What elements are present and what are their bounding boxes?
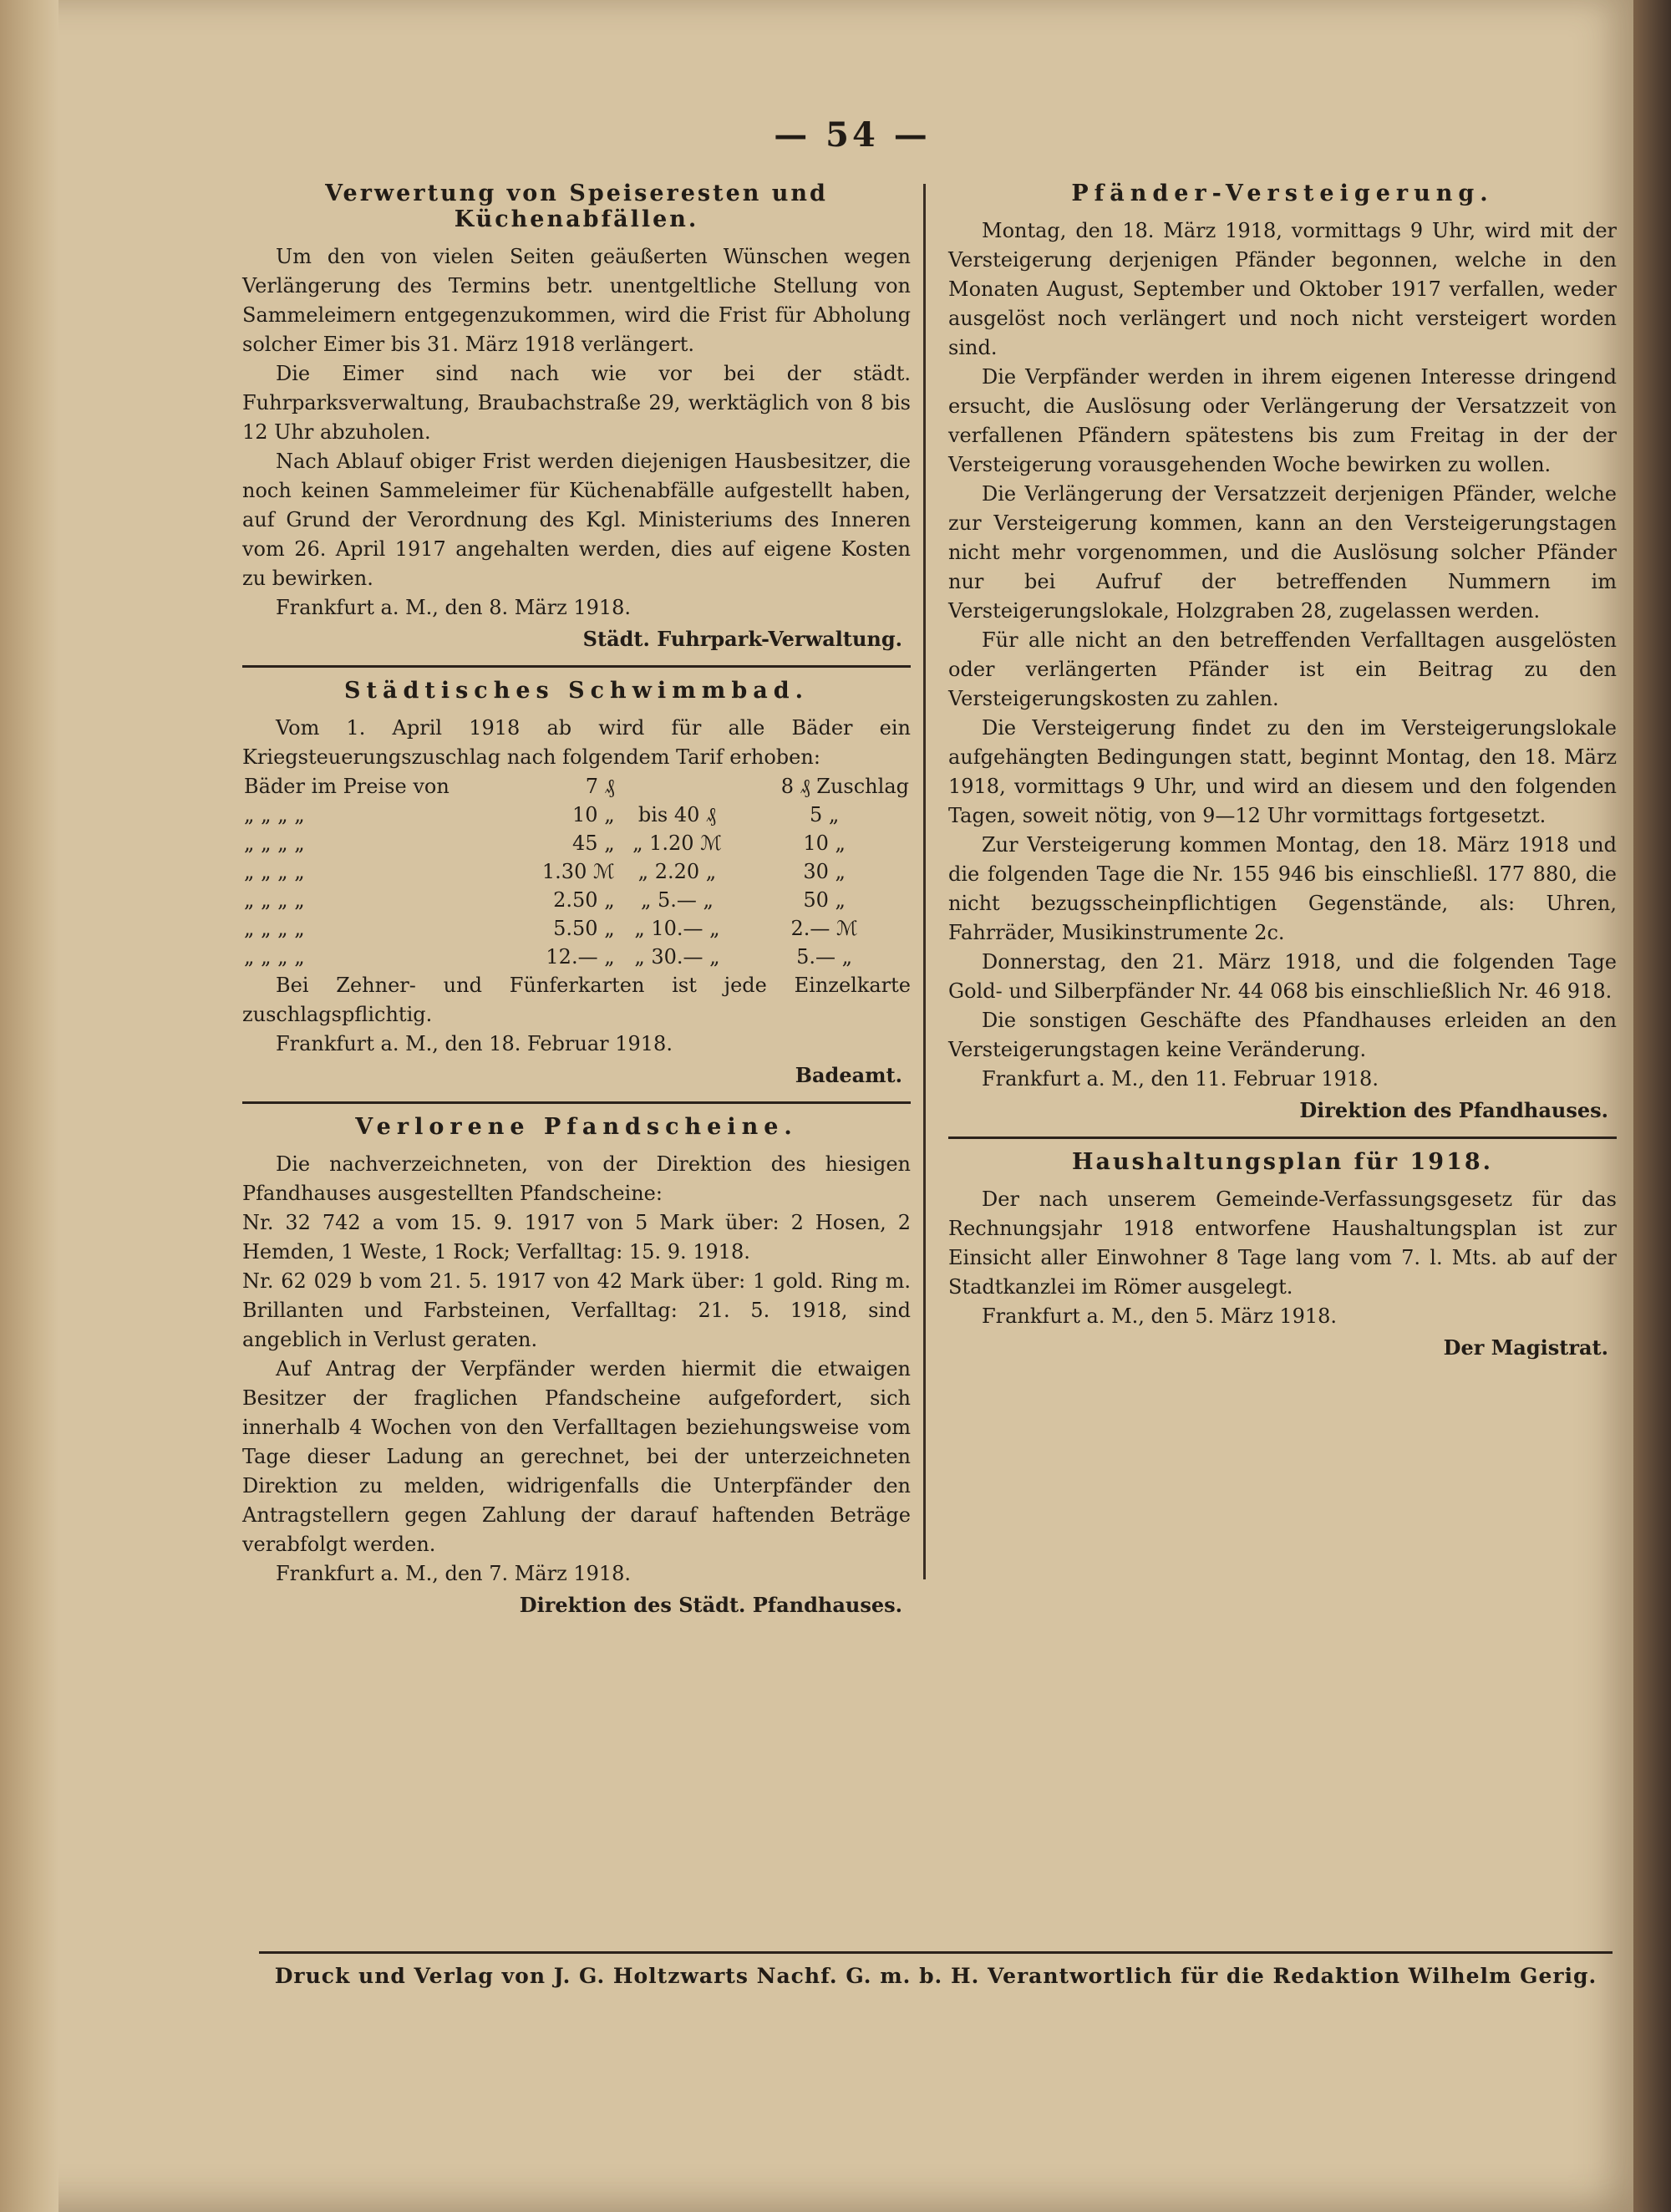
table-cell: 50 „ bbox=[803, 888, 846, 912]
notice-signature: Städt. Fuhrpark-Verwaltung. bbox=[582, 627, 902, 651]
table-cell: 45 „ bbox=[572, 831, 615, 855]
table-row bbox=[242, 857, 911, 886]
table-cell: 5.50 „ bbox=[553, 917, 615, 940]
table-cell: „ 2.20 „ bbox=[637, 860, 717, 883]
table-cell: 10 „ bbox=[803, 831, 846, 855]
paragraph: Die sonstigen Geschäfte des Pfandhauses erleiden an den Versteigerungstagen keine Veränderung. bbox=[948, 1009, 1617, 1061]
table-row bbox=[242, 886, 911, 914]
table-cell: „ „ „ „ bbox=[244, 860, 305, 883]
notice-date: Frankfurt a. M., den 18. Februar 1918. bbox=[276, 1032, 673, 1055]
table-row bbox=[242, 801, 911, 829]
paragraph: Der nach unserem Gemeinde-Verfassungsgesetz für das Rechnungsjahr 1918 entworfene Haushaltungsplan ist zur Einsicht aller Einwohner 8 Tage lang vom 7. l. Mts. ab auf der Stadtkanzlei im Römer ausgelegt. bbox=[948, 1187, 1617, 1299]
table-cell: 7 ₰ bbox=[585, 775, 615, 798]
notice-schwimmbad bbox=[242, 678, 911, 1090]
notice-title: Pfänder-Versteigerung. bbox=[1071, 181, 1494, 206]
table-cell: Bäder im Preise von bbox=[244, 775, 449, 798]
column-divider bbox=[923, 184, 926, 1579]
section-rule bbox=[242, 1101, 911, 1104]
table-cell: 8 ₰ Zuschlag bbox=[780, 775, 909, 798]
notice-date: Frankfurt a. M., den 7. März 1918. bbox=[276, 1562, 632, 1585]
tariff-table bbox=[242, 772, 911, 971]
paragraph: Für alle nicht an den betreffenden Verfalltagen ausgelösten oder verlängerten Pfänder ist ein Beitrag zu den Versteigerungskosten zu zahlen. bbox=[948, 628, 1617, 710]
table-cell: „ „ „ „ bbox=[244, 945, 305, 969]
paragraph: Auf Antrag der Verpfänder werden hiermit die etwaigen Besitzer der fraglichen Pfandscheine aufgefordert, sich innerhalb 4 Wochen von den Verfalltagen beziehungsweise vom Tage dieser Ladung an gerechnet, bei der unterzeichneten Direktion zu melden, widrigenfalls die Unterpfänder den Antragstellern gegen Zahlung der darauf haftenden Beträge verabfolgt werden. bbox=[242, 1357, 911, 1556]
left-column bbox=[242, 175, 911, 1630]
notice-signature: Direktion des Pfandhauses. bbox=[1299, 1098, 1608, 1122]
paragraph: Bei Zehner- und Fünferkarten ist jede Einzelkarte zuschlagspflichtig. bbox=[242, 974, 911, 1026]
notice-versteigerung bbox=[948, 181, 1617, 1125]
table-cell: „ „ „ „ bbox=[244, 831, 305, 855]
paragraph: Die Verlängerung der Versatzzeit derjenigen Pfänder, welche zur Versteigerung kommen, kann an den Versteigerungstagen nicht mehr vorgenommen, und die Auslösung solcher Pfänder nur bei Aufruf der betreffenden Nummern im Versteigerungslokale, Holzgraben 28, zugelassen werden. bbox=[948, 482, 1617, 623]
table-cell: „ „ „ „ bbox=[244, 888, 305, 912]
paragraph: Die Eimer sind nach wie vor bei der städt. Fuhrparksverwaltung, Braubachstraße 29, werktäglich von 8 bis 12 Uhr abzuholen. bbox=[242, 362, 911, 444]
paragraph: Montag, den 18. März 1918, vormittags 9 Uhr, wird mit der Versteigerung derjenigen Pfänder begonnen, welche in den Monaten August, September und Oktober 1917 verfallen, weder ausgelöst noch verlängert und noch nicht versteigert worden sind. bbox=[948, 219, 1617, 359]
table-cell: 5 „ bbox=[809, 803, 840, 826]
table-cell bbox=[617, 772, 739, 801]
table-row bbox=[242, 829, 911, 857]
table-cell: 2.— ℳ bbox=[790, 917, 858, 940]
notice-date: Frankfurt a. M., den 8. März 1918. bbox=[276, 596, 632, 619]
book-cover-edge bbox=[1633, 0, 1671, 2212]
section-rule bbox=[948, 1137, 1617, 1139]
notice-date: Frankfurt a. M., den 11. Februar 1918. bbox=[982, 1067, 1379, 1091]
table-cell: „ 10.— „ bbox=[634, 917, 720, 940]
notice-signature: Direktion des Städt. Pfandhauses. bbox=[519, 1593, 902, 1617]
table-cell: bis 40 ₰ bbox=[637, 803, 717, 826]
table-header-row bbox=[242, 772, 911, 801]
table-cell: 30 „ bbox=[803, 860, 846, 883]
table-cell: 1.30 ℳ bbox=[541, 860, 615, 883]
page-number: — 54 — bbox=[774, 115, 931, 155]
table-cell: 12.— „ bbox=[546, 945, 615, 969]
imprint-footer: Druck und Verlag von J. G. Holtzwarts Nachf. G. m. b. H. Verantwortlich für die Redaktion Wilhelm Gerig. bbox=[274, 1964, 1597, 1988]
paragraph: Die nachverzeichneten, von der Direktion des hiesigen Pfandhauses ausgestellten Pfandscheine: bbox=[242, 1152, 911, 1205]
table-cell: „ 5.— „ bbox=[640, 888, 714, 912]
binding-edge bbox=[0, 0, 58, 2212]
paragraph: Um den von vielen Seiten geäußerten Wünschen wegen Verlängerung des Termins betr. unentgeltliche Stellung von Sammeleimern entgegenzukommen, wird die Frist für Abholung solcher Eimer bis 31. März 1918 verlängert. bbox=[242, 245, 911, 356]
notice-title: Verlorene Pfandscheine. bbox=[355, 1114, 798, 1140]
table-cell: „ 30.— „ bbox=[634, 945, 720, 969]
paragraph: Zur Versteigerung kommen Montag, den 18. März 1918 und die folgenden Tage die Nr. 155 946 bis einschließl. 177 880, die nicht bezugsscheinpflichtigen Gegenstände, als: Uhren, Fahrräder, Musikinstrumente 2c. bbox=[948, 833, 1617, 944]
footer-rule bbox=[259, 1951, 1613, 1954]
paragraph: Donnerstag, den 21. März 1918, und die folgenden Tage Gold- und Silberpfänder Nr. 44 068 bis einschließlich Nr. 46 918. bbox=[948, 950, 1617, 1003]
notice-title: Verwertung von Speiseresten und Küchenabfällen. bbox=[325, 181, 828, 232]
paragraph: Die Versteigerung findet zu den im Versteigerungslokale aufgehängten Bedingungen statt, beginnt Montag, den 18. März 1918, vormittags 9 Uhr, und wird an diesem und den folgenden Tagen, soweit nötig, von 9—12 Uhr vormittags fortgesetzt. bbox=[948, 716, 1617, 827]
table-cell: „ 1.20 ℳ bbox=[632, 831, 722, 855]
section-rule bbox=[242, 665, 911, 668]
notice-title: Städtisches Schwimmbad. bbox=[344, 678, 809, 704]
table-row bbox=[242, 914, 911, 943]
right-column bbox=[948, 175, 1617, 1372]
table-cell: 5.— „ bbox=[796, 945, 853, 969]
notice-speisereste bbox=[242, 181, 911, 653]
notice-haushaltungsplan bbox=[948, 1149, 1617, 1362]
table-row bbox=[242, 943, 911, 971]
notice-signature: Der Magistrat. bbox=[1443, 1335, 1608, 1360]
pawn-entry: Nr. 32 742 a vom 15. 9. 1917 von 5 Mark über: 2 Hosen, 2 Hemden, 1 Weste, 1 Rock; Verfalltag: 15. 9. 1918. bbox=[242, 1211, 911, 1264]
table-cell: „ „ „ „ bbox=[244, 917, 305, 940]
paragraph: Vom 1. April 1918 ab wird für alle Bäder ein Kriegsteuerungszuschlag nach folgendem Tarif erhoben: bbox=[242, 716, 911, 769]
table-cell: 10 „ bbox=[572, 803, 615, 826]
paragraph: Nach Ablauf obiger Frist werden diejenigen Hausbesitzer, die noch keinen Sammeleimer für Küchenabfälle aufgestellt haben, auf Grund der Verordnung des Kgl. Ministeriums des Inneren vom 26. April 1917 angehalten werden, dies auf eigene Kosten zu bewirken. bbox=[242, 450, 911, 590]
notice-title: Haushaltungsplan für 1918. bbox=[1071, 1149, 1494, 1175]
notice-signature: Badeamt. bbox=[795, 1063, 902, 1087]
paragraph: Die Verpfänder werden in ihrem eigenen Interesse dringend ersucht, die Auslösung oder Verlängerung der Versatzzeit von verfallenen Pfändern spätestens bis zum Freitag in der der Versteigerung vorausgehenden Woche bewirken zu wollen. bbox=[948, 365, 1617, 476]
notice-pfandscheine bbox=[242, 1114, 911, 1620]
pawn-entry: Nr. 62 029 b vom 21. 5. 1917 von 42 Mark über: 1 gold. Ring m. Brillanten und Farbsteinen, Verfalltag: 21. 5. 1918, sind angeblich in Verlust geraten. bbox=[242, 1269, 911, 1351]
table-cell: 2.50 „ bbox=[553, 888, 615, 912]
table-cell: „ „ „ „ bbox=[244, 803, 305, 826]
notice-date: Frankfurt a. M., den 5. März 1918. bbox=[982, 1304, 1338, 1328]
